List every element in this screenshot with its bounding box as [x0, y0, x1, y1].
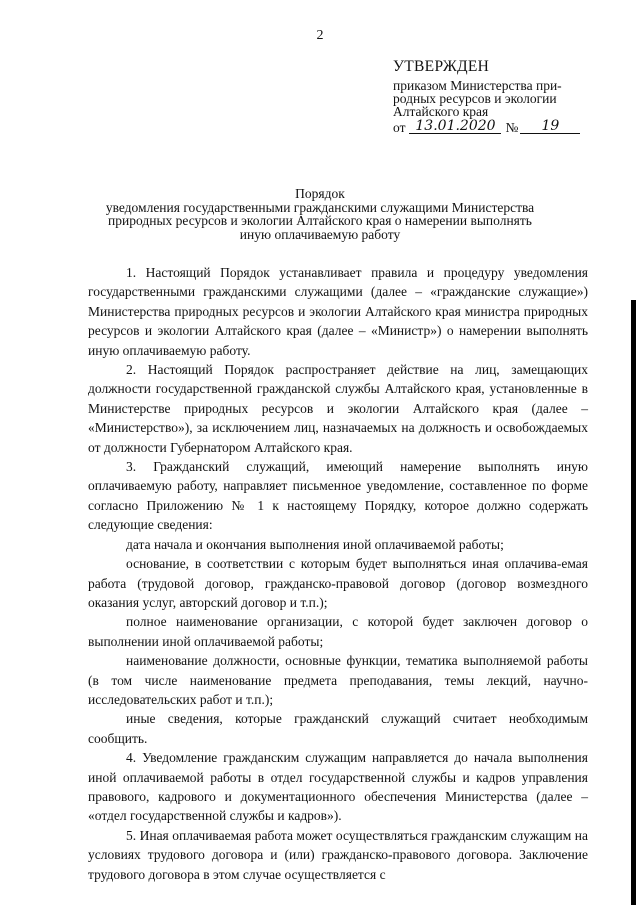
title-line-3: природных ресурсов и экологии Алтайского края о намерении выполнять — [108, 213, 532, 228]
document-title — [0, 187, 640, 241]
approval-heading: УТВЕРЖДЕН — [393, 58, 490, 75]
approval-number-value: 19 — [541, 118, 560, 134]
paragraph-3-item-4: наименование должности, основные функции, тематика выполняемой работы (в том числе наименование предмета преподавания, темы лекций, научно-исследовательских работ и т.п.); — [88, 653, 588, 707]
paragraph-1: 1. Настоящий Порядок устанавливает правила и процедуру уведомления государственными гражданскими служащими (далее – «гражданские служащие») Министерства природных ресурсов и экологии Алтайского края министра природных ресурсов и экологии Алтайского края (далее – «Министр») о намерении выполнять иную оплачиваемую работу. — [88, 265, 588, 358]
approval-date-value: 13.01.2020 — [415, 118, 496, 134]
document-body — [88, 263, 588, 884]
approval-date-prefix: от — [393, 120, 406, 135]
approval-stamp — [393, 60, 593, 134]
title-line-2: уведомления государственными гражданскими служащими Министерства — [105, 199, 535, 215]
approval-date-number-row — [393, 119, 593, 134]
title-line-1: Порядок — [295, 186, 345, 201]
paragraph-5: 5. Иная оплачиваемая работа может осуществляться гражданским служащим на условиях трудового договора и (или) гражданско-правового договора. Заключение трудового договора в этом случае осуществляется с — [88, 827, 588, 882]
approval-number-field — [520, 119, 580, 134]
approval-line-1: приказом Министерства при- — [393, 78, 562, 93]
title-line-4: иную оплачиваемую работу — [239, 226, 401, 242]
approval-number-label: № — [505, 120, 519, 135]
paragraph-3-item-1: дата начала и окончания выполнения иной оплачиваемой работы; — [126, 536, 504, 552]
paragraph-2: 2. Настоящий Порядок распространяет действие на лиц, замещающих должности государственной гражданской службы Алтайского края, установленные в Министерстве природных ресурсов и экологии Алтайского края (далее – «Министерство»), за исключением лиц, назначаемых на должность и освобождаемых от должности Губернатором Алтайского края. — [88, 362, 588, 455]
paragraph-4: 4. Уведомление гражданским служащим направляется до начала выполнения иной оплачиваемой работы в отдел государственной службы и кадров управления правового, кадрового и документационного обеспечения Министерства (далее – «отдел государственной службы и кадров»). — [88, 750, 588, 824]
paragraph-3-item-5: иные сведения, которые гражданский служащий считает необходимым сообщить. — [88, 711, 588, 746]
paragraph-3: 3. Гражданский служащий, имеющий намерение выполнять иную оплачиваемую работу, направляет письменное уведомление, составленное по форме согласно Приложению № 1 к настоящему Порядку, которое должно содержать следующие сведения: — [88, 459, 588, 533]
approval-line-2: родных ресурсов и экологии — [393, 91, 557, 106]
paragraph-3-item-3: полное наименование организации, с которой будет заключен договор о выполнении иной оплачиваемой работы; — [88, 614, 588, 649]
approval-line-3: Алтайского края — [393, 104, 489, 119]
scan-edge-border — [631, 300, 636, 905]
approval-date-field — [409, 119, 501, 134]
page-number: 2 — [316, 28, 324, 43]
paragraph-3-item-2: основание, в соответствии с которым будет выполняться иная оплачива-емая работа (трудовой договор, гражданско-правовой договор (договор возмездного оказания услуг, авторский договор и т.п.); — [88, 556, 588, 610]
